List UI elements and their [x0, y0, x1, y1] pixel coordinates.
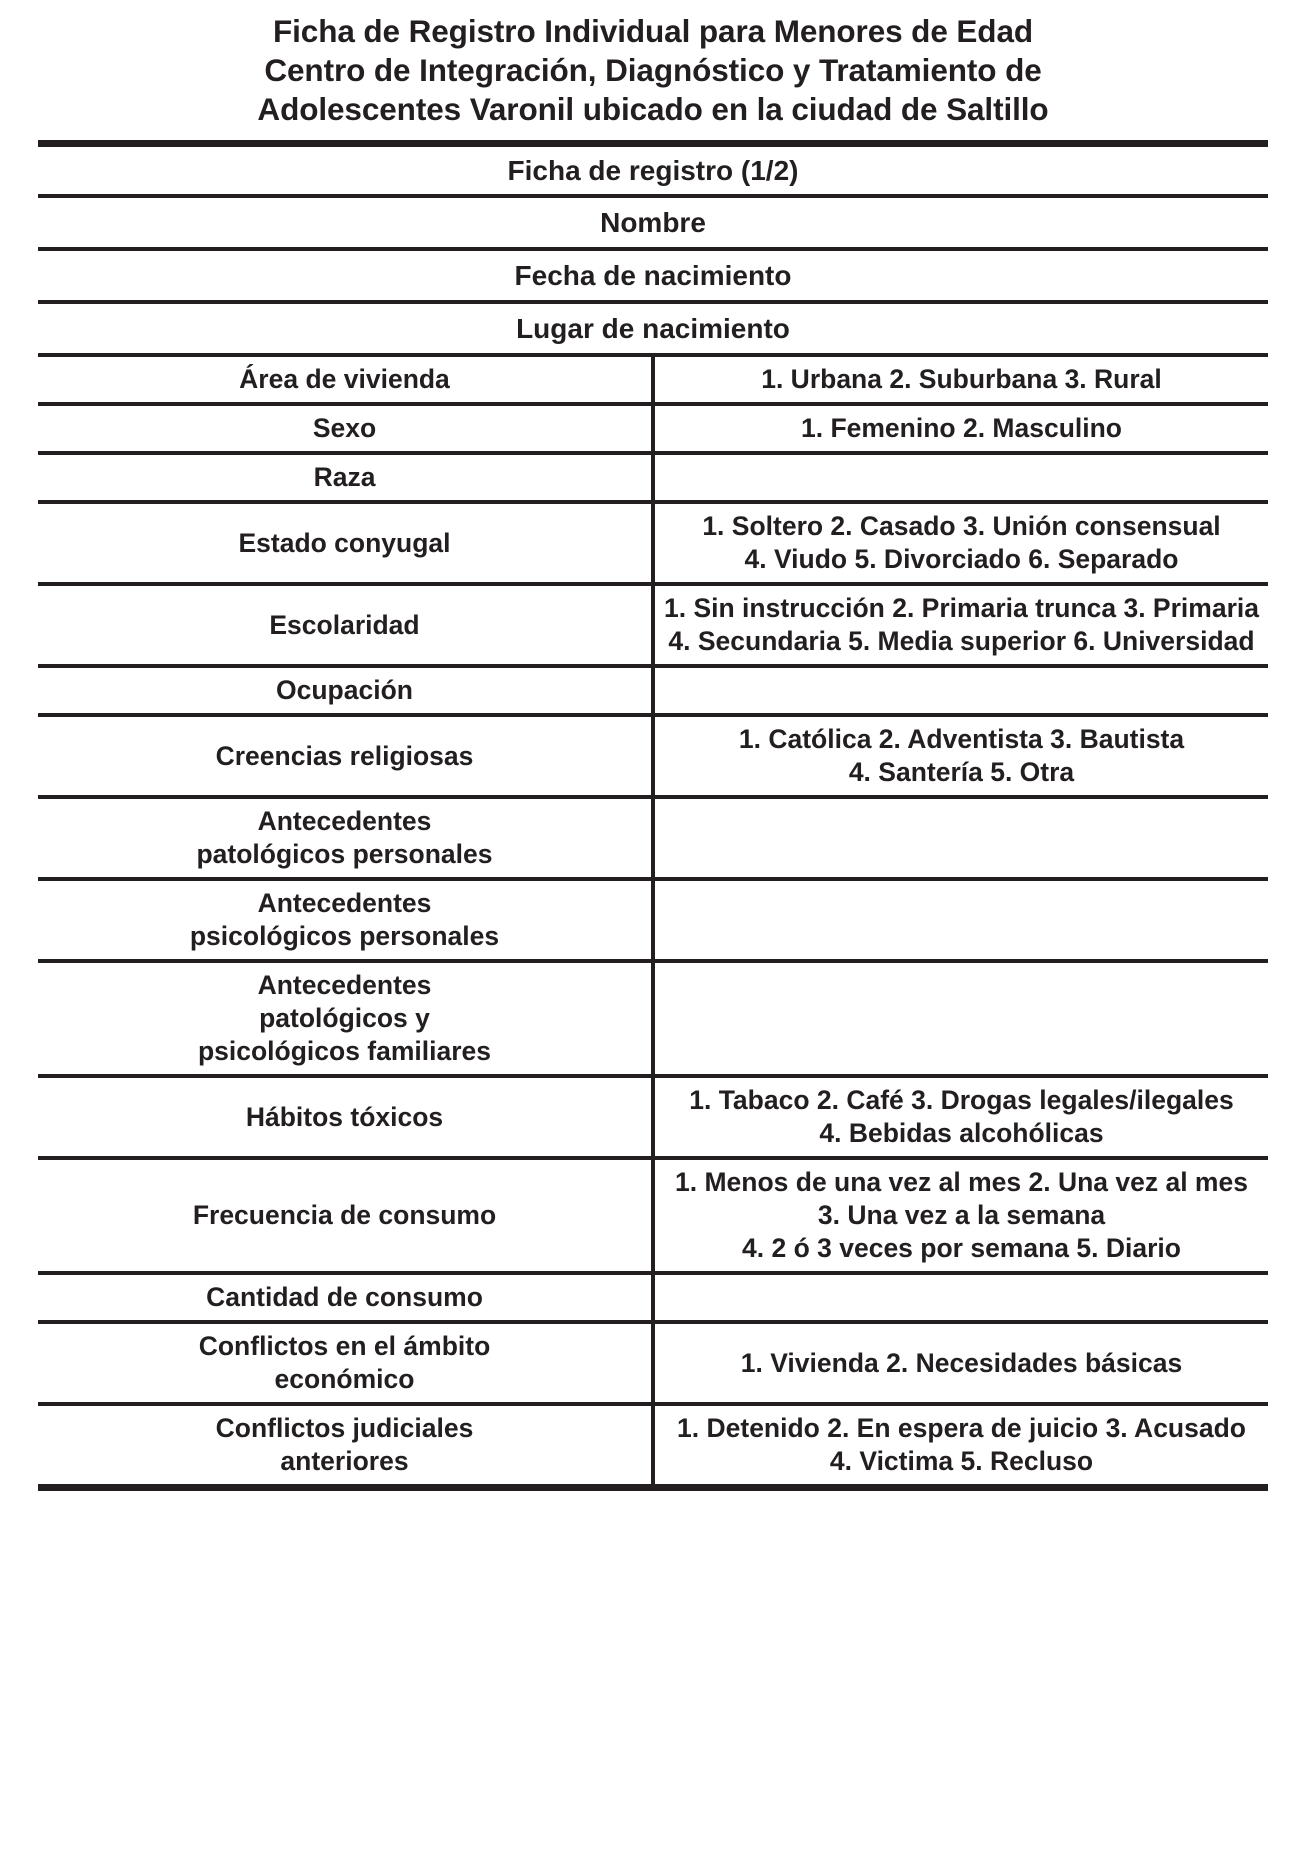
field-options-habitos-toxicos	[653, 1076, 1268, 1158]
field-label-antecedentes-familiares	[38, 961, 653, 1076]
field-options-estado-conyugal	[653, 502, 1268, 584]
field-options-frecuencia-consumo	[653, 1158, 1268, 1273]
option-line: 4. Bebidas alcohólicas	[819, 1118, 1104, 1148]
table-row-conflictos-judiciales	[38, 1404, 1268, 1488]
option-line: 1. Femenino 2. Masculino	[800, 413, 1122, 443]
field-options-conflictos-judiciales	[653, 1404, 1268, 1488]
table-row-area-vivienda	[38, 355, 1268, 404]
label-line: psicológicos familiares	[197, 1036, 492, 1066]
option-line: 3. Una vez a la semana	[817, 1200, 1106, 1230]
field-label-nombre: Nombre	[38, 196, 1268, 249]
option-line: 1. Tabaco 2. Café 3. Drogas legales/ilegales	[689, 1085, 1234, 1115]
option-line: 1. Soltero 2. Casado 3. Unión consensual	[702, 511, 1221, 541]
label-line: Antecedentes	[257, 970, 432, 1000]
table-row-antecedentes-psicologicos-personales	[38, 879, 1268, 961]
table-row-fecha-nacimiento	[38, 249, 1268, 302]
field-label-raza: Raza	[38, 453, 653, 502]
page-title	[0, 0, 1306, 129]
table-body	[38, 144, 1268, 1488]
field-value-antecedentes-psicologicos-personales	[653, 879, 1268, 961]
label-line: psicológicos personales	[189, 921, 500, 951]
table-row-antecedentes-familiares	[38, 961, 1268, 1076]
option-line: 4. Secundaria 5. Media superior 6. Universidad	[668, 626, 1255, 656]
field-options-creencias-religiosas	[653, 715, 1268, 797]
field-options-sexo	[653, 404, 1268, 453]
field-value-raza	[653, 453, 1268, 502]
table-row-creencias-religiosas	[38, 715, 1268, 797]
option-line: 1. Sin instrucción 2. Primaria trunca 3. Primaria	[663, 593, 1259, 623]
label-line: Antecedentes	[257, 806, 432, 836]
field-label-conflictos-judiciales	[38, 1404, 653, 1488]
table-row-cantidad-consumo	[38, 1273, 1268, 1322]
table-row-ocupacion	[38, 666, 1268, 715]
label-line: Conflictos en el ámbito	[198, 1331, 491, 1361]
page-title-line-2: Centro de Integración, Diagnóstico y Tratamiento de	[264, 52, 1042, 88]
table-row-habitos-toxicos	[38, 1076, 1268, 1158]
field-value-ocupacion	[653, 666, 1268, 715]
table-row-section-header	[38, 144, 1268, 197]
field-label-fecha-nacimiento: Fecha de nacimiento	[38, 249, 1268, 302]
field-label-estado-conyugal: Estado conyugal	[38, 502, 653, 584]
field-label-lugar-nacimiento: Lugar de nacimiento	[38, 302, 1268, 355]
field-label-conflictos-economicos	[38, 1322, 653, 1404]
option-line: 1. Detenido 2. En espera de juicio 3. Acusado	[677, 1413, 1246, 1443]
label-line: Conflictos judiciales	[215, 1413, 474, 1443]
field-options-conflictos-economicos	[653, 1322, 1268, 1404]
table-row-lugar-nacimiento	[38, 302, 1268, 355]
field-label-antecedentes-psicologicos-personales	[38, 879, 653, 961]
table-row-escolaridad	[38, 584, 1268, 666]
option-line: 4. Santería 5. Otra	[848, 757, 1075, 787]
page-title-line-1: Ficha de Registro Individual para Menores de Edad	[272, 13, 1034, 49]
field-value-antecedentes-patologicos-personales	[653, 797, 1268, 879]
field-label-sexo: Sexo	[38, 404, 653, 453]
table-row-frecuencia-consumo	[38, 1158, 1268, 1273]
option-line: 1. Vivienda 2. Necesidades básicas	[740, 1347, 1183, 1378]
field-label-creencias-religiosas: Creencias religiosas	[38, 715, 653, 797]
option-line: 4. Victima 5. Recluso	[829, 1446, 1094, 1476]
label-line: patológicos y	[259, 1003, 430, 1033]
page-title-line-3: Adolescentes Varonil ubicado en la ciudad de Saltillo	[257, 91, 1049, 127]
label-line: anteriores	[280, 1446, 409, 1476]
table-row-antecedentes-patologicos-personales	[38, 797, 1268, 879]
table-row-estado-conyugal	[38, 502, 1268, 584]
registration-form-table	[38, 140, 1268, 1491]
field-label-cantidad-consumo: Cantidad de consumo	[38, 1273, 653, 1322]
field-label-frecuencia-consumo: Frecuencia de consumo	[38, 1158, 653, 1273]
field-label-habitos-toxicos: Hábitos tóxicos	[38, 1076, 653, 1158]
table-row-conflictos-economicos	[38, 1322, 1268, 1404]
label-line: Antecedentes	[257, 888, 432, 918]
option-line: 4. 2 ó 3 veces por semana 5. Diario	[742, 1233, 1181, 1263]
table-row-sexo	[38, 404, 1268, 453]
option-line: 1. Menos de una vez al mes 2. Una vez al mes	[675, 1167, 1248, 1197]
field-label-ocupacion: Ocupación	[38, 666, 653, 715]
field-value-cantidad-consumo	[653, 1273, 1268, 1322]
field-label-escolaridad: Escolaridad	[38, 584, 653, 666]
label-line: económico	[274, 1364, 415, 1394]
table-row-nombre	[38, 196, 1268, 249]
field-value-antecedentes-familiares	[653, 961, 1268, 1076]
table-row-raza	[38, 453, 1268, 502]
option-line: 1. Urbana 2. Suburbana 3. Rural	[761, 364, 1162, 394]
field-label-antecedentes-patologicos-personales	[38, 797, 653, 879]
section-header-cell: Ficha de registro (1/2)	[38, 144, 1268, 197]
label-line: patológicos personales	[196, 839, 493, 869]
option-line: 4. Viudo 5. Divorciado 6. Separado	[744, 544, 1179, 574]
option-line: 1. Católica 2. Adventista 3. Bautista	[738, 724, 1185, 754]
field-options-escolaridad	[653, 584, 1268, 666]
field-label-area-vivienda: Área de vivienda	[38, 355, 653, 404]
field-options-area-vivienda	[653, 355, 1268, 404]
